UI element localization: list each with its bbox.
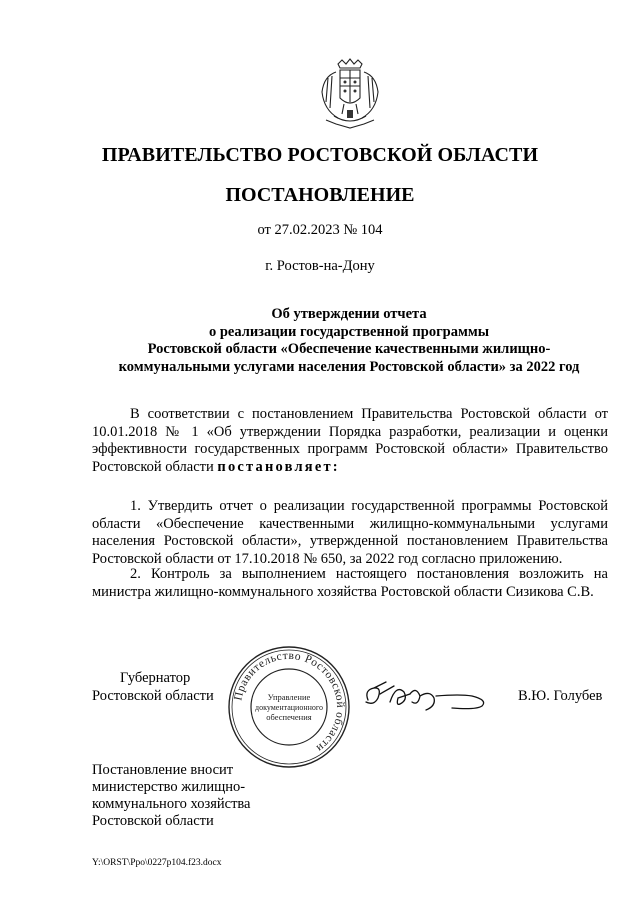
item-2-paragraph: 2. Контроль за выполнением настоящего постановления возложить на министра жилищно-коммунального хозяйства Ростовской области Сизикова С.В. xyxy=(92,566,608,600)
subject-line: Об утверждении отчета xyxy=(271,306,427,322)
document-subject xyxy=(96,306,602,376)
preamble-text: В соответствии с постановлением Правительства Ростовской области от 10.01.2018 № 1 «Об утверждении Порядка разработки, реализации и оценки эффективности государственных программ Ростовской области» Правительство Ростовской области xyxy=(92,406,608,475)
signer-name: В.Ю. Голубев xyxy=(518,688,603,704)
seal-inner-line: Управление xyxy=(267,692,311,702)
seal-ring-text: Правительство Ростовской области xyxy=(232,649,347,755)
note-line: коммунального хозяйства xyxy=(92,796,251,812)
preamble-paragraph xyxy=(92,406,608,476)
signatory-title xyxy=(92,670,214,705)
date-number: от 27.02.2023 № 104 xyxy=(257,222,383,238)
file-path: Y:\ORST\Ppo\0227p104.f23.docx xyxy=(92,858,222,868)
note-line: министерство жилищно- xyxy=(92,779,246,795)
resolves-text: постановляет: xyxy=(217,458,340,475)
note-line: Ростовской области xyxy=(92,813,214,829)
subject-line: Ростовской области «Обеспечение качественными жилищно- xyxy=(147,341,551,357)
seal-inner-line: обеспечения xyxy=(266,712,312,722)
note-line: Постановление вносит xyxy=(92,762,234,778)
subject-line: коммунальными услугами населения Ростовской области» за 2022 год xyxy=(118,358,580,375)
document-type: ПОСТАНОВЛЕНИЕ xyxy=(225,184,415,206)
subject-line: о реализации государственной программы xyxy=(208,323,490,340)
government-title: ПРАВИТЕЛЬСТВО РОСТОВСКОЙ ОБЛАСТИ xyxy=(101,144,539,166)
submitted-by-note xyxy=(92,762,292,830)
coat-of-arms-icon xyxy=(316,58,384,130)
signatory-title-line: Ростовской области xyxy=(92,687,214,704)
signatory-title-line: Губернатор xyxy=(120,670,191,686)
city: г. Ростов-на-Дону xyxy=(265,258,375,274)
handwritten-signature-icon xyxy=(360,672,496,716)
item-1-paragraph: 1. Утвердить отчет о реализации государственной программы Ростовской области «Обеспечение качественными жилищно-коммунальными услугами населения Ростовской области», утвержденной постановлением Правительства Ростовской области от 17.10.2018 № 650, за 2022 год согласно приложению. xyxy=(92,498,608,567)
round-seal-icon xyxy=(226,644,352,770)
seal-inner-line: документационного xyxy=(255,703,323,712)
